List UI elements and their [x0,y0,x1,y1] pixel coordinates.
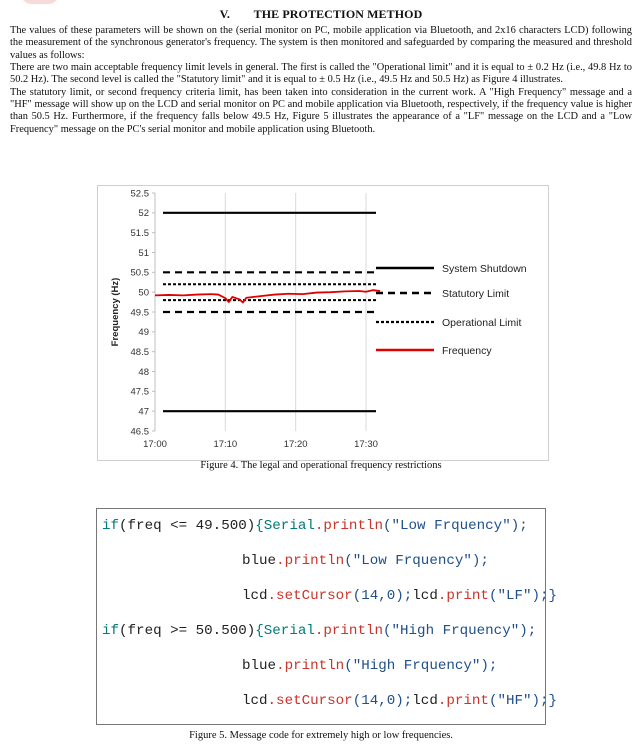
y-tick-label: 51.5 [130,227,149,239]
code-brace: { [255,518,264,534]
legend-label: System Shutdown [442,262,527,275]
code-line-6 [242,693,557,709]
y-axis-title: Frequency (Hz) [110,277,121,347]
x-tick-label: 17:20 [283,439,308,450]
frequency-chart-svg [98,186,548,460]
paragraph-3: The statutory limit, or second frequency criteria limit, has been taken into consideration in the current work. A "High Frequency" message and a "HF" message will show up on the LCD and serial monitor on PC and mobile application via Bluetooth, respectively, if the frequency value is higher than 50.5 Hz. Furthermore, if the frequency falls below 49.5 Hz, Figure 5 illustrates the appearance of a "LF" message on the LCD and a "Low Frequency" message on the PC's serial monitor and mobile application using Bluetooth. [10,86,632,135]
figure-4-chart [97,185,549,461]
x-tick-label: 17:00 [143,439,167,450]
y-tick-label: 49 [138,327,149,339]
code-function: .println [314,518,383,534]
code-function: .print [437,588,489,604]
y-tick-label: 48.5 [130,346,149,358]
code-object: Serial [263,623,315,639]
y-tick-label: 50 [138,287,149,299]
figure-4-caption: Figure 4. The legal and operational frequency restrictions [200,460,442,471]
code-brace: { [255,623,264,639]
y-tick-label: 49.5 [130,307,149,319]
legend-label: Frequency [442,344,492,357]
code-argument: ("Low Frquency"); [383,518,528,534]
decorative-header-mark [20,0,60,4]
code-argument: ("High Frquency"); [383,623,537,639]
y-tick-label: 52 [138,208,149,220]
x-tick-label: 17:30 [354,439,378,450]
code-function: .setCursor [267,693,353,709]
code-function: .println [276,658,345,674]
y-tick-label: 50.5 [130,267,149,279]
code-argument: (14,0); [352,693,413,709]
code-keyword: if [102,518,120,534]
x-tick-label: 17:10 [213,439,238,450]
paragraph-2: There are two main acceptable frequency limit levels in general. The first is called the "Operational limit" and it is equal to ± 0.2 Hz (i.e., 49.8 Hz to 50.2 Hz). The second level is called the "Statutory limit" and it is equal to ± 0.5 Hz (i.e., 49.5 Hz and 50.5 Hz) as Figure 4 illustrates. [10,62,632,86]
legend-label: Operational Limit [442,316,522,329]
section-title: THE PROTECTION METHOD [253,7,423,21]
section-heading [0,7,642,22]
code-object: lcd [242,693,268,709]
code-object: blue [242,658,277,674]
code-function: .println [314,623,383,639]
y-tick-label: 51 [138,247,149,259]
code-keyword: if [102,623,120,639]
code-function: .println [276,553,345,569]
code-line-3 [242,588,557,604]
code-object: lcd [412,588,438,604]
figure-5-code-listing [96,508,558,725]
code-condition: (freq >= 50.500) [119,623,256,639]
code-condition: (freq <= 49.500) [119,518,256,534]
y-tick-label: 48 [138,366,149,378]
code-argument: ("HF");} [488,693,558,709]
section-number: V. [219,7,230,21]
code-line-4 [102,623,536,639]
y-tick-label: 46.5 [130,426,149,438]
code-function: .setCursor [267,588,353,604]
code-object: blue [242,553,277,569]
code-argument: ("High Frquency"); [344,658,498,674]
figure-5-caption: Figure 5. Message code for extremely high or low frequencies. [189,730,453,741]
code-line-1 [102,518,528,534]
y-tick-label: 47 [138,406,149,418]
code-function: .print [437,693,489,709]
code-argument: (14,0); [352,588,413,604]
code-object: lcd [242,588,268,604]
y-tick-label: 47.5 [130,386,149,398]
code-object: lcd [412,693,438,709]
code-argument: ("Low Frquency"); [344,553,489,569]
code-object: Serial [263,518,315,534]
code-line-5 [242,658,497,674]
body-text [10,25,632,136]
code-line-2 [242,553,489,569]
legend-label: Statutory Limit [442,287,510,300]
code-argument: ("LF");} [488,588,558,604]
paragraph-1: The values of these parameters will be shown on the (serial monitor on PC, mobile application via Bluetooth, and 2x16 characters LCD) following the measurement of the synchronous generator's frequency. The system is then monitored and safeguarded by comparing the measured and threshold values as follows: [10,25,632,61]
y-tick-label: 52.5 [130,188,149,200]
